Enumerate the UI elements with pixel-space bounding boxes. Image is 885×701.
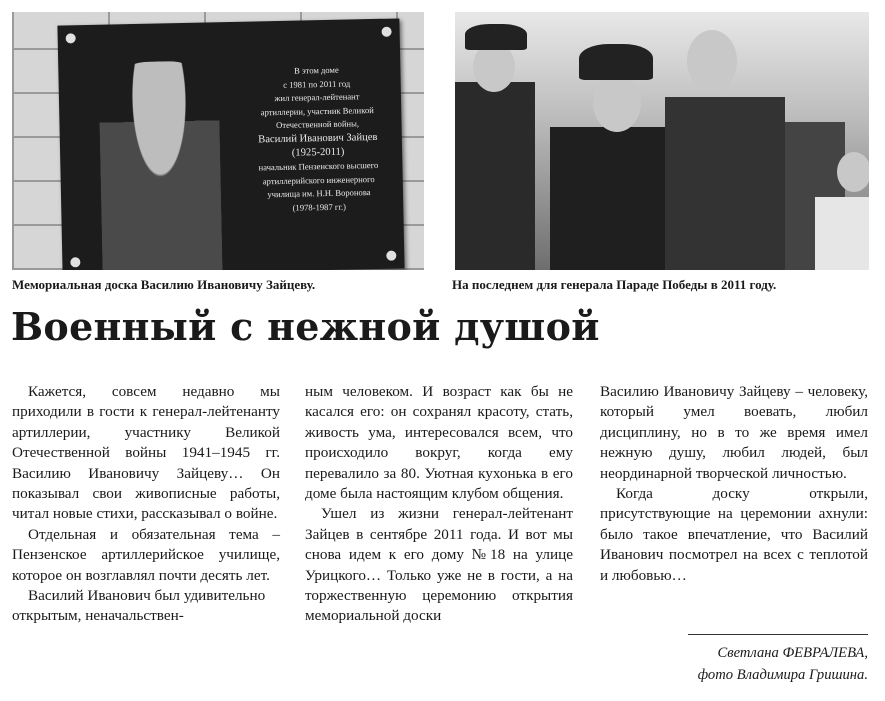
child-figure [815,197,869,270]
plaque-line: В этом доме [293,64,339,76]
child-head [837,152,869,192]
photo-caption-left: Мемориальная доска Василию Ивановичу Зайцеву. [12,277,316,292]
plaque-line: начальник Пензенского высшего [258,159,379,173]
plaque-line: училища им. Н.Н. Воронова [267,187,371,200]
plaque-line: с 1981 по 2011 год [283,78,351,90]
plaque-line: жил генерал-лейтенант [274,91,360,104]
photo-credit: фото Владимира Гришина. [697,667,868,683]
paragraph: Василию Ивановичу Зайцеву – человеку, который умел воевать, любил дисциплину, но в то же время имел нежную душу, любил людей, был неординарной творческой личностью. [600,383,868,482]
photo-caption-right: На последнем для генерала Параде Победы в 2011 году. [452,277,777,292]
plaque-bolt [66,33,76,43]
plaque-portrait [98,60,222,270]
plaque-bolt [386,251,396,261]
plaque-line: Отечественной войны, [275,118,360,131]
parade-photo [455,12,869,270]
author-byline: Светлана ФЕВРАЛЕВА, [717,645,868,661]
article-column-3 [600,382,868,586]
plaque-line: артиллерии, участник Великой [260,104,374,118]
person-figure [455,82,535,270]
article-column-1 [12,382,280,627]
plaque-name: Василий Иванович Зайцев [258,131,378,146]
paragraph: Ушел из жизни генерал-лейтенант Зайцев в сентябре 2011 года. И вот мы снова идем к его дому №18 на улице Урицкого… Только уже не в гости, а на торжественную церемонию открытия мемориальной доски [305,505,573,625]
plaque-line: артиллерийского инженерного [262,173,375,186]
memorial-plaque-photo [12,12,424,270]
person-head [687,30,737,92]
paragraph: Кажется, совсем недавно мы приходили в гости к генерал-лейтенанту артиллерии, участнику Великой Отечественной войны 1941–1945 гг. Василию Ивановичу Зайцеву… Он показывал свои живописные работы, читал новые стихи, рассказывал о войне. [12,383,280,523]
plaque-bolt [70,257,80,267]
cap [465,24,527,50]
general-cap [579,44,653,80]
article-column-2 [305,382,573,627]
paragraph: Когда доску открыли, присутствующие на церемонии ахнули: было такое впечатление, что Василий Иванович посмотрел на всех с теплотой и любовью… [600,485,868,584]
paragraph: Отдельная и обязательная тема – Пензенское артиллерийское училище, которое он возглавлял почти десять лет. [12,525,280,584]
plaque-text [236,63,399,217]
plaque-line: (1978-1987 гг.) [292,201,347,213]
paragraph: Василий Иванович был удивительно открытым, неначальствен- [12,587,266,625]
person-figure [665,97,785,270]
plaque-bolt [382,27,392,37]
plaque-years: (1925-2011) [291,146,345,159]
general-head [593,74,641,132]
byline-divider [688,634,868,635]
article-headline: Военный с нежной душой [11,304,600,349]
memorial-plaque [57,18,404,270]
paragraph: ным человеком. И возраст как бы не касался его: он сохранял красоту, стать, живость ума, интересовался всем, что происходило вокруг, когда ему перевалило за 80. Уютная кухонька в его доме была настоящим клубом общения. [305,383,573,503]
